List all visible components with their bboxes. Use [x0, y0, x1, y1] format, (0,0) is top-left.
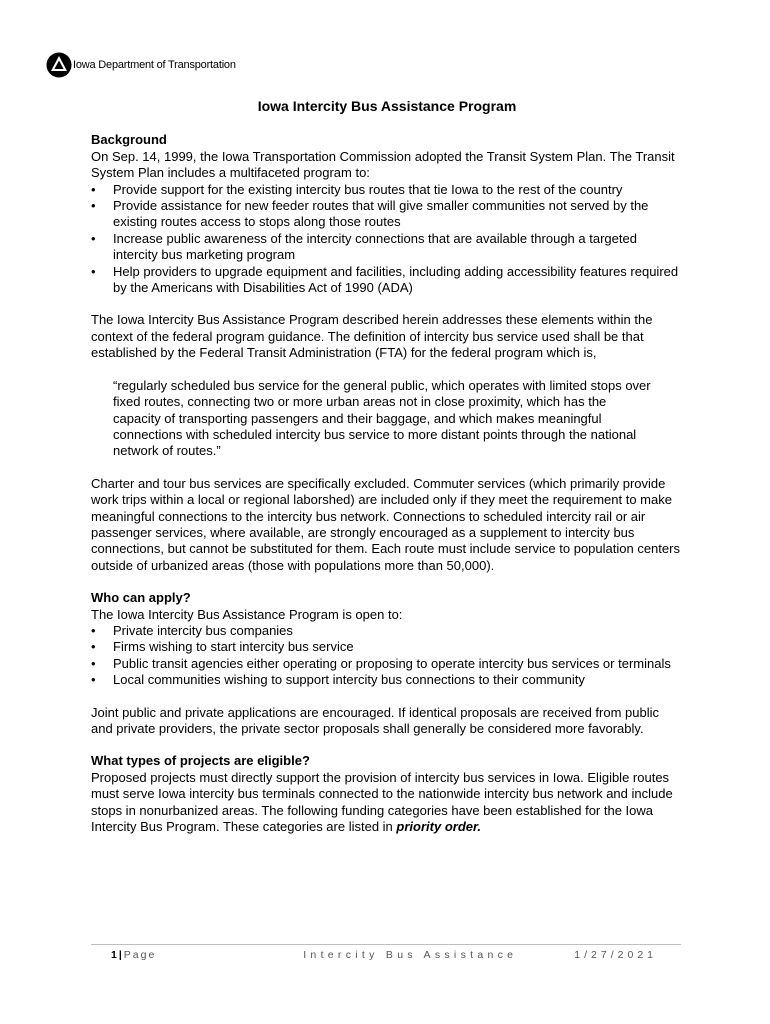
list-item: • Help providers to upgrade equipment and facilities, including adding accessibility features required by the Americans with Disabilities Act of 1990 (ADA) [91, 264, 683, 297]
background-paragraph-definition: The Iowa Intercity Bus Assistance Program described herein addresses these elements within the context of the federal program guidance. The definition of intercity bus service used shall be that established by the Federal Transit Administration (FTA) for the federal program which is, [91, 312, 653, 361]
document-body [91, 98, 683, 835]
eligible-text: Proposed projects must directly support the provision of intercity bus services in Iowa. Eligible routes must serve Iowa intercity bus terminals connected to the nationwide intercity bus network and include stops in nonurbanized areas. The following funding categories have been established for the Iowa Intercity Bus Program. These categories are listed in [91, 769, 673, 835]
iowa-dot-logo [46, 52, 236, 78]
fta-definition-quote: “regularly scheduled bus service for the general public, which operates with limited stops over fixed routes, connecting two or more urban areas not in close proximity, which has the capacity of transporting passengers and their baggage, and which makes meaningful connections with scheduled intercity bus service to more distant points through the national network of routes.” [113, 377, 651, 459]
priority-order-emphasis: priority order. [396, 819, 481, 835]
page-label: Page [123, 949, 157, 961]
page-footer [91, 944, 681, 961]
list-item: • Provide support for the existing intercity bus routes that tie Iowa to the rest of the country [91, 182, 683, 198]
document-title: Iowa Intercity Bus Assistance Program [257, 98, 517, 114]
who-paragraph-joint: Joint public and private applications are encouraged. If identical proposals are received from public and private providers, the private sector proposals shall generally be considered more favorably. [91, 704, 659, 736]
list-item: • Public transit agencies either operating or proposing to operate intercity bus services or terminals [91, 656, 683, 672]
list-item: • Firms wishing to start intercity bus service [91, 639, 683, 655]
page-number: 1 [111, 949, 119, 961]
list-item: • Private intercity bus companies [91, 623, 683, 639]
eligible-paragraph [91, 770, 683, 836]
who-bullet-list [91, 623, 683, 689]
list-item: • Increase public awareness of the intercity connections that are available through a targeted intercity bus marketing program [91, 231, 683, 264]
background-paragraph-exclusions: Charter and tour bus services are specifically excluded. Commuter services (which primarily provide work trips within a local or regional laborshed) are included only if they meet the requirement to make meaningful connections to the intercity bus network. Connections to scheduled intercity rail or air passenger services, where available, are strongly encouraged as a supplement to intercity bus connections, but cannot be substituted for them. Each route must include service to population centers outside of urbanized areas (those with populations more than 50,000). [91, 475, 680, 573]
footer-page-number [91, 949, 303, 961]
iowa-dot-triangle-logo-icon [46, 52, 72, 78]
footer-date: 1/27/2021 [574, 949, 657, 961]
list-item: • Local communities wishing to support intercity bus connections to their community [91, 672, 683, 688]
section-heading-background: Background [91, 132, 167, 148]
background-bullet-list [91, 182, 683, 297]
section-heading-eligible-projects: What types of projects are eligible? [91, 753, 310, 769]
footer-center-title: Intercity Bus Assistance [303, 949, 518, 961]
background-intro: On Sep. 14, 1999, the Iowa Transportation Commission adopted the Transit System Plan. The Transit System Plan includes a multifaceted program to: [91, 148, 675, 181]
logo-text: Iowa Department of Transportation [73, 59, 236, 71]
page-separator: | [118, 949, 124, 961]
who-intro: The Iowa Intercity Bus Assistance Program is open to: [91, 606, 403, 622]
list-item: • Provide assistance for new feeder routes that will give smaller communities not served by the existing routes access to stops along those routes [91, 198, 683, 231]
section-heading-who-can-apply: Who can apply? [91, 590, 191, 606]
